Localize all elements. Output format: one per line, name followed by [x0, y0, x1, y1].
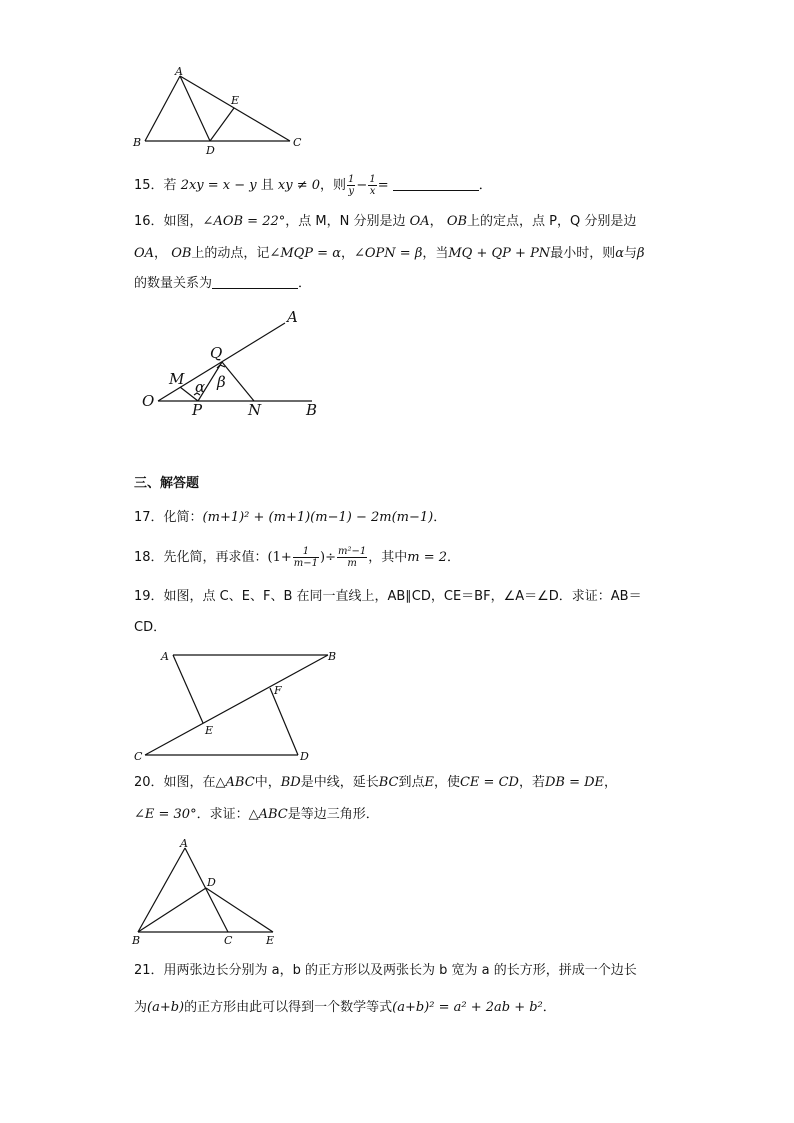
figure-triangle-abc	[130, 66, 310, 161]
label-e: E	[231, 94, 240, 107]
q16-oa: OA	[134, 246, 155, 261]
label-b: B	[306, 401, 318, 419]
figure-triangle-abce	[128, 836, 288, 948]
q15-mid: 且	[260, 178, 274, 193]
q20-triangle: △ABC	[215, 775, 255, 790]
q17-expression: (m+1)² + (m+1)(m−1) − 2m(m−1)	[202, 510, 434, 525]
q16-text: 的数量关系为	[134, 276, 213, 291]
label-n: N	[248, 401, 262, 419]
q16-comma: ，	[154, 246, 168, 261]
label-a: A	[175, 65, 183, 78]
question-16-line-1	[134, 211, 636, 233]
section-heading: 三、解答题	[134, 476, 200, 491]
q20-ce-cd: CE = CD	[459, 775, 519, 790]
label-m: M	[169, 370, 185, 388]
q15-expr1: 2xy = x − y	[180, 178, 257, 193]
q21-identity: (a+b)² = a² + 2ab + b²	[392, 1000, 543, 1015]
q20-triangle: △ABC	[248, 807, 288, 822]
label-c: C	[293, 136, 302, 149]
q15-fraction-2: $\frac{1}{x}$	[369, 174, 376, 197]
q15-end: ．	[478, 178, 492, 193]
q21-end: ．	[542, 1000, 556, 1015]
q16-angle-opn: ∠OPN = β	[354, 246, 423, 261]
label-a: A	[287, 308, 298, 326]
question-19-line-1: 19．如图，点 C、E、F、B 在同一直线上，AB∥CD，CE＝BF，∠A＝∠D．求证：AB＝	[134, 589, 642, 604]
label-p: P	[192, 401, 203, 419]
q18-paren-close: )÷	[320, 550, 336, 565]
q16-text: ，当	[422, 246, 449, 261]
question-16-line-2	[134, 243, 645, 265]
q21-side: (a+b)	[147, 1000, 185, 1015]
q18-end: ．	[447, 550, 461, 565]
question-21-line-2	[134, 997, 556, 1019]
label-c: C	[134, 750, 143, 763]
label-alpha: α	[195, 378, 206, 396]
q18-prefix: 18．先化简，再求值：	[134, 550, 268, 565]
q20-bc: BC	[378, 775, 399, 790]
q20-text: ，使	[433, 775, 460, 790]
q20-text: 中，	[254, 775, 281, 790]
q18-mid: ，其中	[368, 550, 408, 565]
q16-comma: ，	[340, 246, 354, 261]
q18-fraction-2: $\frac{\text{m²−1}}{m}$	[338, 546, 367, 569]
label-a: A	[180, 837, 188, 850]
question-17	[134, 507, 446, 529]
label-f: F	[274, 684, 282, 697]
label-d: D	[206, 144, 215, 157]
q16-oa: OA	[409, 214, 430, 229]
q15-fraction-1: $\frac{1}{y}$	[348, 174, 355, 197]
q18-condition: m = 2	[407, 550, 448, 565]
label-b: B	[328, 650, 337, 663]
q16-text: 上的动点，记	[191, 246, 270, 261]
q21-text: 为	[134, 1000, 148, 1015]
q17-end: ．	[433, 510, 447, 525]
label-o: O	[142, 392, 155, 410]
q16-comma: ，	[429, 214, 443, 229]
q16-beta: β	[637, 246, 645, 261]
q16-angle: ∠AOB = 22°	[202, 214, 286, 229]
q15-number: 15．若	[134, 178, 177, 193]
q16-answer-blank[interactable]	[212, 274, 298, 289]
q16-text: 上的定点，点 P，Q 分别是边	[467, 214, 637, 229]
q18-fraction-1: $\frac{1}{m-1}$	[293, 546, 319, 569]
q20-text: 是等边三角形．	[287, 807, 379, 822]
q18-paren-open: (1+	[267, 550, 292, 565]
q16-alpha: α	[615, 246, 624, 261]
q20-db-de: DB = DE	[544, 775, 605, 790]
label-d: D	[207, 876, 216, 889]
q20-text: 到点	[398, 775, 425, 790]
q15-answer-blank[interactable]	[393, 176, 479, 191]
question-15	[134, 174, 492, 197]
q20-text: 20．如图，在	[134, 775, 216, 790]
label-beta: β	[217, 373, 226, 391]
question-20-line-1	[134, 772, 617, 794]
label-b: B	[133, 136, 142, 149]
q16-text: 与	[623, 246, 637, 261]
q15-equals: =	[377, 178, 389, 193]
q16-end: ．	[298, 276, 312, 291]
question-20-line-2	[134, 804, 379, 826]
label-b: B	[132, 934, 141, 947]
label-e: E	[205, 724, 214, 737]
q16-text: 最小时，则	[550, 246, 616, 261]
label-c: C	[224, 934, 233, 947]
q20-angle-e: ∠E = 30°	[134, 807, 197, 822]
label-e: E	[266, 934, 275, 947]
q17-prefix: 17．化简：	[134, 510, 203, 525]
q16-text: 16．如图，	[134, 214, 203, 229]
q20-text: 是中线，延长	[300, 775, 379, 790]
figure-angle-aob	[140, 305, 340, 420]
q15-expr2: xy ≠ 0	[277, 178, 321, 193]
q20-comma: ，	[604, 775, 618, 790]
question-18	[134, 546, 460, 569]
q16-sum: MQ + QP + PN	[448, 246, 551, 261]
q20-bd: BD	[280, 775, 301, 790]
q16-ob: OB	[171, 246, 192, 261]
figure-parallel-ab-cd	[133, 645, 343, 765]
question-21-line-1: 21．用两张边长分别为 a，b 的正方形以及两张长为 b 宽为 a 的长方形，拼成一个边长	[134, 963, 637, 978]
question-16-line-3	[134, 273, 311, 295]
q16-text: ，点 M，N 分别是边	[285, 214, 406, 229]
q20-text: ．求证：	[196, 807, 249, 822]
label-a: A	[161, 650, 169, 663]
q21-text: 的正方形由此可以得到一个数学等式	[184, 1000, 393, 1015]
q15-minus: −	[356, 178, 368, 193]
q16-angle-mqp: ∠MQP = α	[269, 246, 341, 261]
q20-e: E	[424, 775, 434, 790]
label-q: Q	[210, 344, 223, 362]
q15-then: ，则	[320, 178, 347, 193]
q16-ob: OB	[446, 214, 468, 229]
label-d: D	[300, 750, 309, 763]
question-19-line-2: CD．	[134, 620, 167, 635]
q20-text: ，若	[518, 775, 545, 790]
